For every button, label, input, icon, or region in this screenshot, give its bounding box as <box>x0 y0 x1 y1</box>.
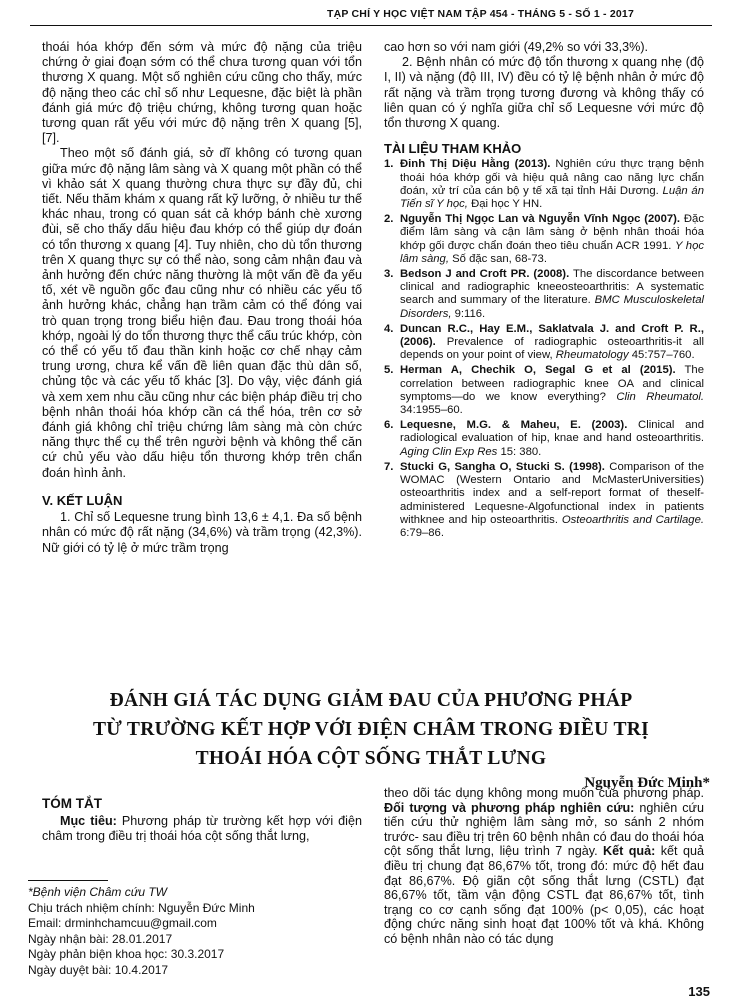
article-author: Nguyễn Đức Minh* <box>584 775 710 791</box>
reference-item: 2. Nguyễn Thị Ngọc Lan và Nguyễn Vĩnh Ngọc (2007). Đặc điểm lâm sàng và cận lâm sàng ở bệnh nhân thoái hóa khớp gối được chẩn đoán theo tiêu chuẩn ACR 1991. Y học lâm sàng, Số đặc san, 68-73. <box>384 213 705 265</box>
summary-right <box>384 786 704 947</box>
page-number: 135 <box>688 984 710 999</box>
right-paragraph-2: 2. Bệnh nhân có mức độ tổn thương x quang nhẹ (độ I, II) và nặng (độ III, IV) đều có tỷ lệ bệnh nhân ở mức độ rất nặng và trầm trọng tương đương và không thấy có liên quan có ý nghĩa giữa chỉ số Lequesne với mức độ tổn thương X quang. <box>384 55 704 131</box>
conclusion-paragraph-1: 1. Chỉ số Lequesne trung bình 13,6 ± 4,1. Đa số bệnh nhân có mức độ rất nặng (34,6%) và trầm trọng (42,3%). Nữ giới có tỷ lệ ở mức trầm trọng <box>42 510 362 555</box>
reference-item: 6. Lequesne, M.G. & Maheu, E. (2003). Clinical and radiological evaluation of hip, knae and hand osteoarthritis. Aging Clin Exp Res 15: 380. <box>384 419 704 458</box>
summary-heading: TÓM TẮT <box>42 796 102 811</box>
left-paragraph-2: Theo một số đánh giá, sở dĩ không có tương quan giữa mức độ nặng lâm sàng và X quang một phần có thể vì khảo sát X quang thường chưa thực sự đầy đủ, chi tiết. Nếu thăm khám x quang rất kỹ lưỡng, ở nhiều tư thế khác nhau, trong có quan sát cả khớp bánh chè xương đùi, sẽ cho thấy dấu hiệu đau khớp có thể giúp dự đoán có tổn thương x quang [4]. Tuy nhiên, cho dù tổn thương trên X quang thực sự có thể nào, song cảm nhận đau và ảnh hưởng đến chức năng thường là một vấn đề đa yếu tố, xét về nguồn gốc đau cũng như có nhiều các yếu tố ảnh hưởng khác, chẳng hạn trầm cảm có thể đóng vai trò quan trọng trong biểu hiện đau. Đau trong thoái hóa khớp, ngoài lý do tổn thương thực thể cấu trúc khớp, còn có thể có yếu tố đau thần kinh hoặc cơ chế nhạy cảm trung ương, chưa kể vấn đề liên quan đặc thù dân số, chủng tộc và các yếu tố khác [3]. Do vậy, việc đánh giá và xem xem nhu cầu cũng như các biện pháp điều trị cho bệnh nhân thoái hóa khớp cần cá thể hóa, trên cơ sở đánh giá không chỉ triệu chứng lâm sàng mà còn chức năng thực thể cụ thể trên người bệnh và không thể căn cứ chủ yếu vào dấu hiệu tổn thương khớp trên chẩn đoán hình ảnh. <box>42 146 362 480</box>
header-rule <box>30 25 712 26</box>
responsible-author: Chịu trách nhiệm chính: Nguyễn Đức Minh <box>28 900 255 915</box>
left-paragraph-1: thoái hóa khớp đến sớm và mức độ nặng của triệu chứng ở giai đoạn sớm có thể chưa tương quan với tổn thương X quang. Một số nghiên cứu cũng cho thấy, mức độ nặng theo các chỉ số như Lequesne, đặc biệt là phần đánh giá mức độ triệu chứng, không tương quan hoặc tương quan rất yếu với mức độ nặng trên X quang [5],[7]. <box>42 40 362 146</box>
article-title-line-1: ĐÁNH GIÁ TÁC DỤNG GIẢM ĐAU CỦA PHƯƠNG PHÁP <box>109 690 633 711</box>
received-date: Ngày nhận bài: 28.01.2017 <box>28 931 173 946</box>
reference-item: 1. Đinh Thị Diệu Hằng (2013). Nghiên cứu thực trạng bệnh thoái hóa khớp gối và hiệu quả nâng cao năng lực chẩn đoán, xử trí của cán bộ y tế xã tại tỉnh Hải Dương. Luận án Tiến sĩ Y học, Đại học Y HN. <box>384 158 705 211</box>
article-title <box>0 686 742 773</box>
footnote-rule <box>28 880 108 881</box>
right-paragraph-1: cao hơn so với nam giới (49,2% so với 33,3%). <box>384 40 649 54</box>
summary-aim: Mục tiêu: Phương pháp từ trường kết hợp với điện châm trong điều trị thoái hóa cột sống thắt lưng, <box>42 814 362 844</box>
summary-left <box>42 796 362 845</box>
email: Email: drminhchamcuu@gmail.com <box>28 916 217 930</box>
author-footnote <box>28 880 358 978</box>
reference-item: 5. Herman A, Chechik O, Segal G et al (2015). The correlation between radiographic knee OA and clinical symptoms—do we know everything? Clin Rheumatol. 34:1955–60. <box>384 364 705 417</box>
reference-item: 7. Stucki G, Sangha O, Stucki S. (1998). Comparison of the WOMAC (Western Ontario and McMasterUniversities) osteoarthritis index and a self-report format of theself-administered Lequesne-Algofunctional index in patients withknee and hip osteoarthritis. Osteoarthritis and Cartilage. 6:79–86. <box>384 460 704 539</box>
right-column <box>384 40 704 542</box>
reference-item: 3. Bedson J and Croft PR. (2008). The discordance between clinical and radiographic kneeosteoarthritis: A systematic search and summary of the literature. BMC Musculoskeletal Disorders, 9:116. <box>384 268 704 320</box>
affiliation: *Bệnh viện Châm cứu TW <box>28 885 167 899</box>
article-title-line-3: THOÁI HÓA CỘT SỐNG THẮT LƯNG <box>195 748 547 769</box>
journal-title: TẠP CHÍ Y HỌC VIỆT NAM TẬP 454 - THÁNG 5 - SỐ 1 - 2017 <box>326 8 634 20</box>
left-column <box>42 40 362 556</box>
reference-item: 4. Duncan R.C., Hay E.M., Saklatvala J. and Croft P. R., (2006). Prevalence of radiographic osteoarthritis-it all depends on your point of view, Rheumatology 45:757–760. <box>384 322 704 362</box>
reference-list <box>384 158 704 540</box>
references-heading: TÀI LIỆU THAM KHẢO <box>384 141 522 157</box>
conclusion-heading: V. KẾT LUẬN <box>42 492 123 508</box>
approval-date: Ngày duyệt bài: 10.4.2017 <box>28 962 169 977</box>
article-title-line-2: TỪ TRƯỜNG KẾT HỢP VỚI ĐIỆN CHÂM TRONG ĐIỀU TRỊ <box>92 719 650 740</box>
summary-continued: theo dõi tác dụng không mong muốn của phương pháp. Đối tượng và phương pháp nghiên cứu: nghiên cứu tiến cứu thử nghiệm lâm sàng mở, so sánh 2 nhóm trước- sau điều trị trên 60 bệnh nhân có đau do thoái hóa cột sống thắt lưng, liệu trình 7 ngày. Kết quả: kết quả điều trị chung đạt 86,67% tốt, trong đó: mức độ hết đau đạt 86,67%. Độ giãn cột sống thắt lưng (CSTL) đạt 86,67% tốt, tầm vận động CSTL đạt 86,67% tốt, tình trạng co cơ cạnh sống đạt 100% (p< 0,05), các hoạt động chức năng sinh hoạt đạt 100% tốt và khá. Không có bệnh nhân nào có tác dụng <box>384 786 704 946</box>
review-date: Ngày phản biện khoa học: 30.3.2017 <box>28 947 225 961</box>
